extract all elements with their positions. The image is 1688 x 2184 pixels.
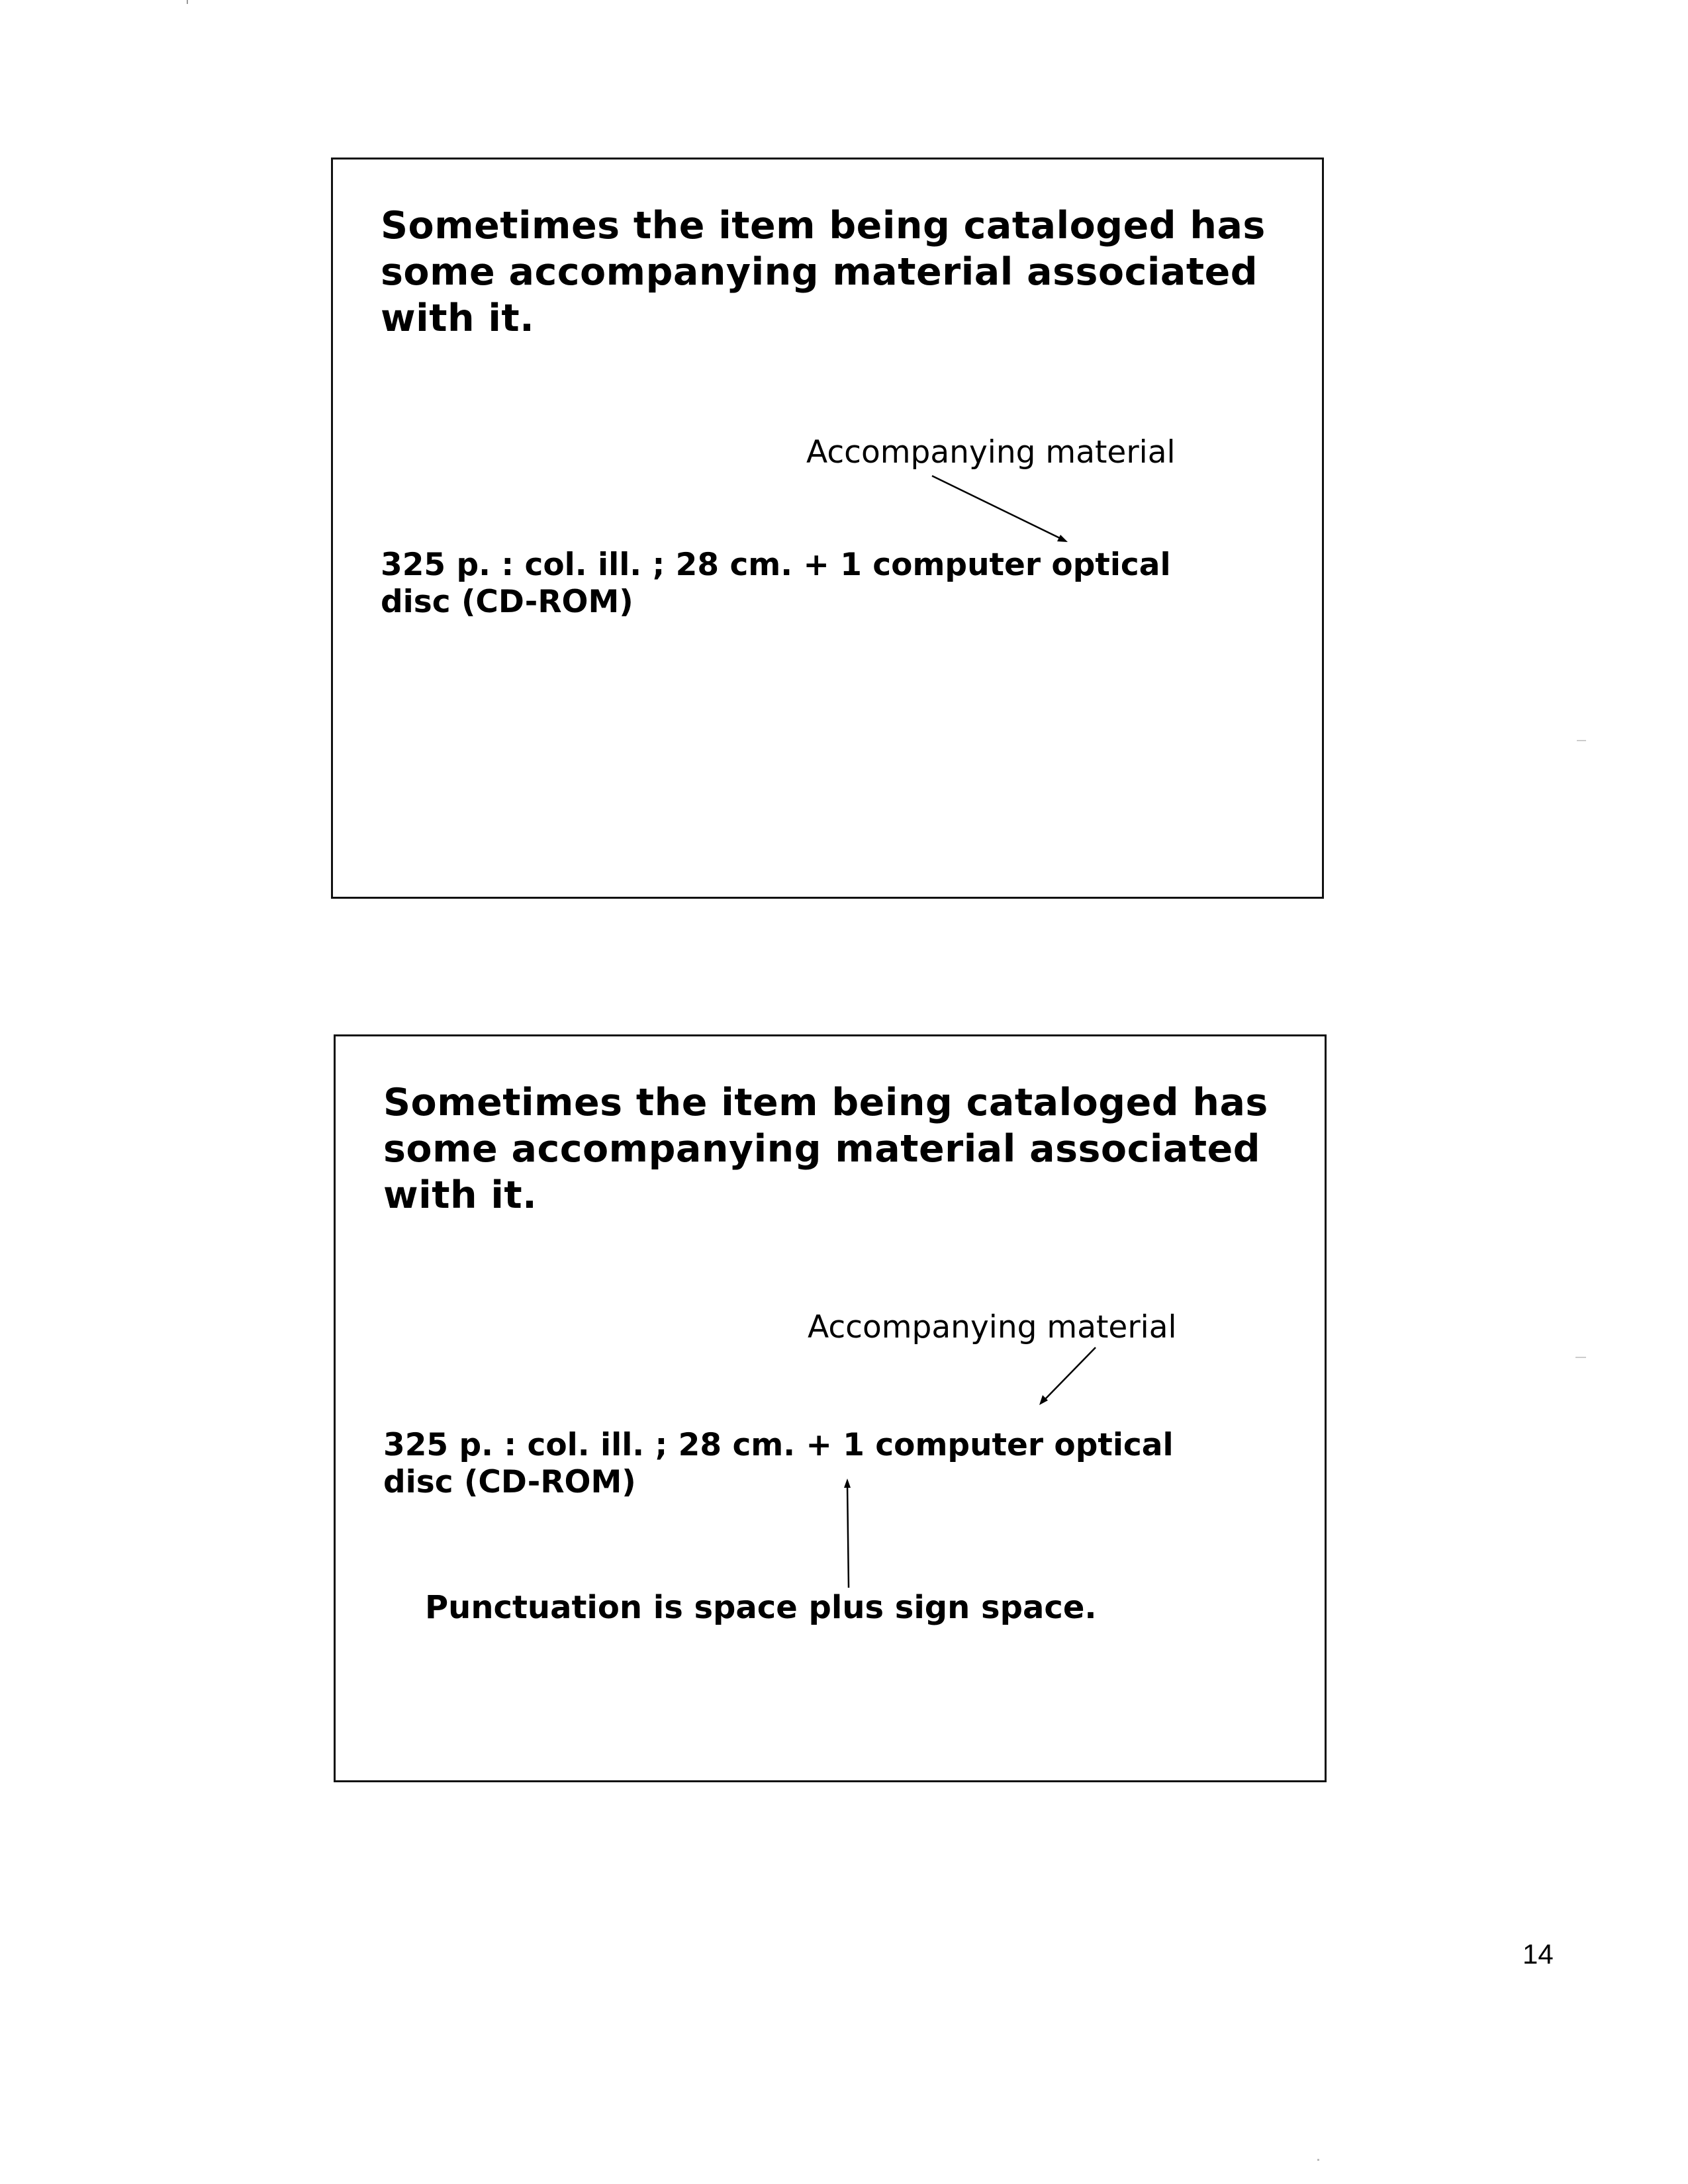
callout-arrow-line	[932, 476, 1061, 539]
accompanying-material-label: Accompanying material	[808, 1309, 1177, 1345]
slide-1	[331, 158, 1324, 899]
punctuation-note: Punctuation is space plus sign space.	[425, 1589, 1097, 1626]
citation-line-2: disc (CD-ROM)	[381, 584, 633, 620]
callout-arrow-line	[1044, 1347, 1096, 1400]
page-number: 14	[1523, 1938, 1554, 1970]
physical-description	[381, 547, 1307, 621]
scan-speck	[187, 0, 188, 4]
citation-line-1: 325 p. : col. ill. ; 28 cm. + 1 computer optical	[381, 547, 1171, 583]
physical-description	[383, 1427, 1310, 1501]
scan-speck	[1317, 2159, 1319, 2161]
citation-line-1: 325 p. : col. ill. ; 28 cm. + 1 computer optical	[383, 1427, 1174, 1463]
slide-heading: Sometimes the item being cataloged has some accompanying material associated with it.	[383, 1081, 1268, 1217]
slide-heading: Sometimes the item being cataloged has some accompanying material associated with it.	[381, 204, 1266, 340]
callout-arrow-head	[1039, 1395, 1048, 1405]
accompanying-material-label: Accompanying material	[806, 434, 1176, 471]
scan-speck	[1577, 740, 1586, 741]
scan-speck	[1575, 1357, 1586, 1358]
callout-arrow-head	[1057, 535, 1068, 542]
slide-2	[334, 1034, 1327, 1782]
citation-line-2: disc (CD-ROM)	[383, 1464, 636, 1500]
